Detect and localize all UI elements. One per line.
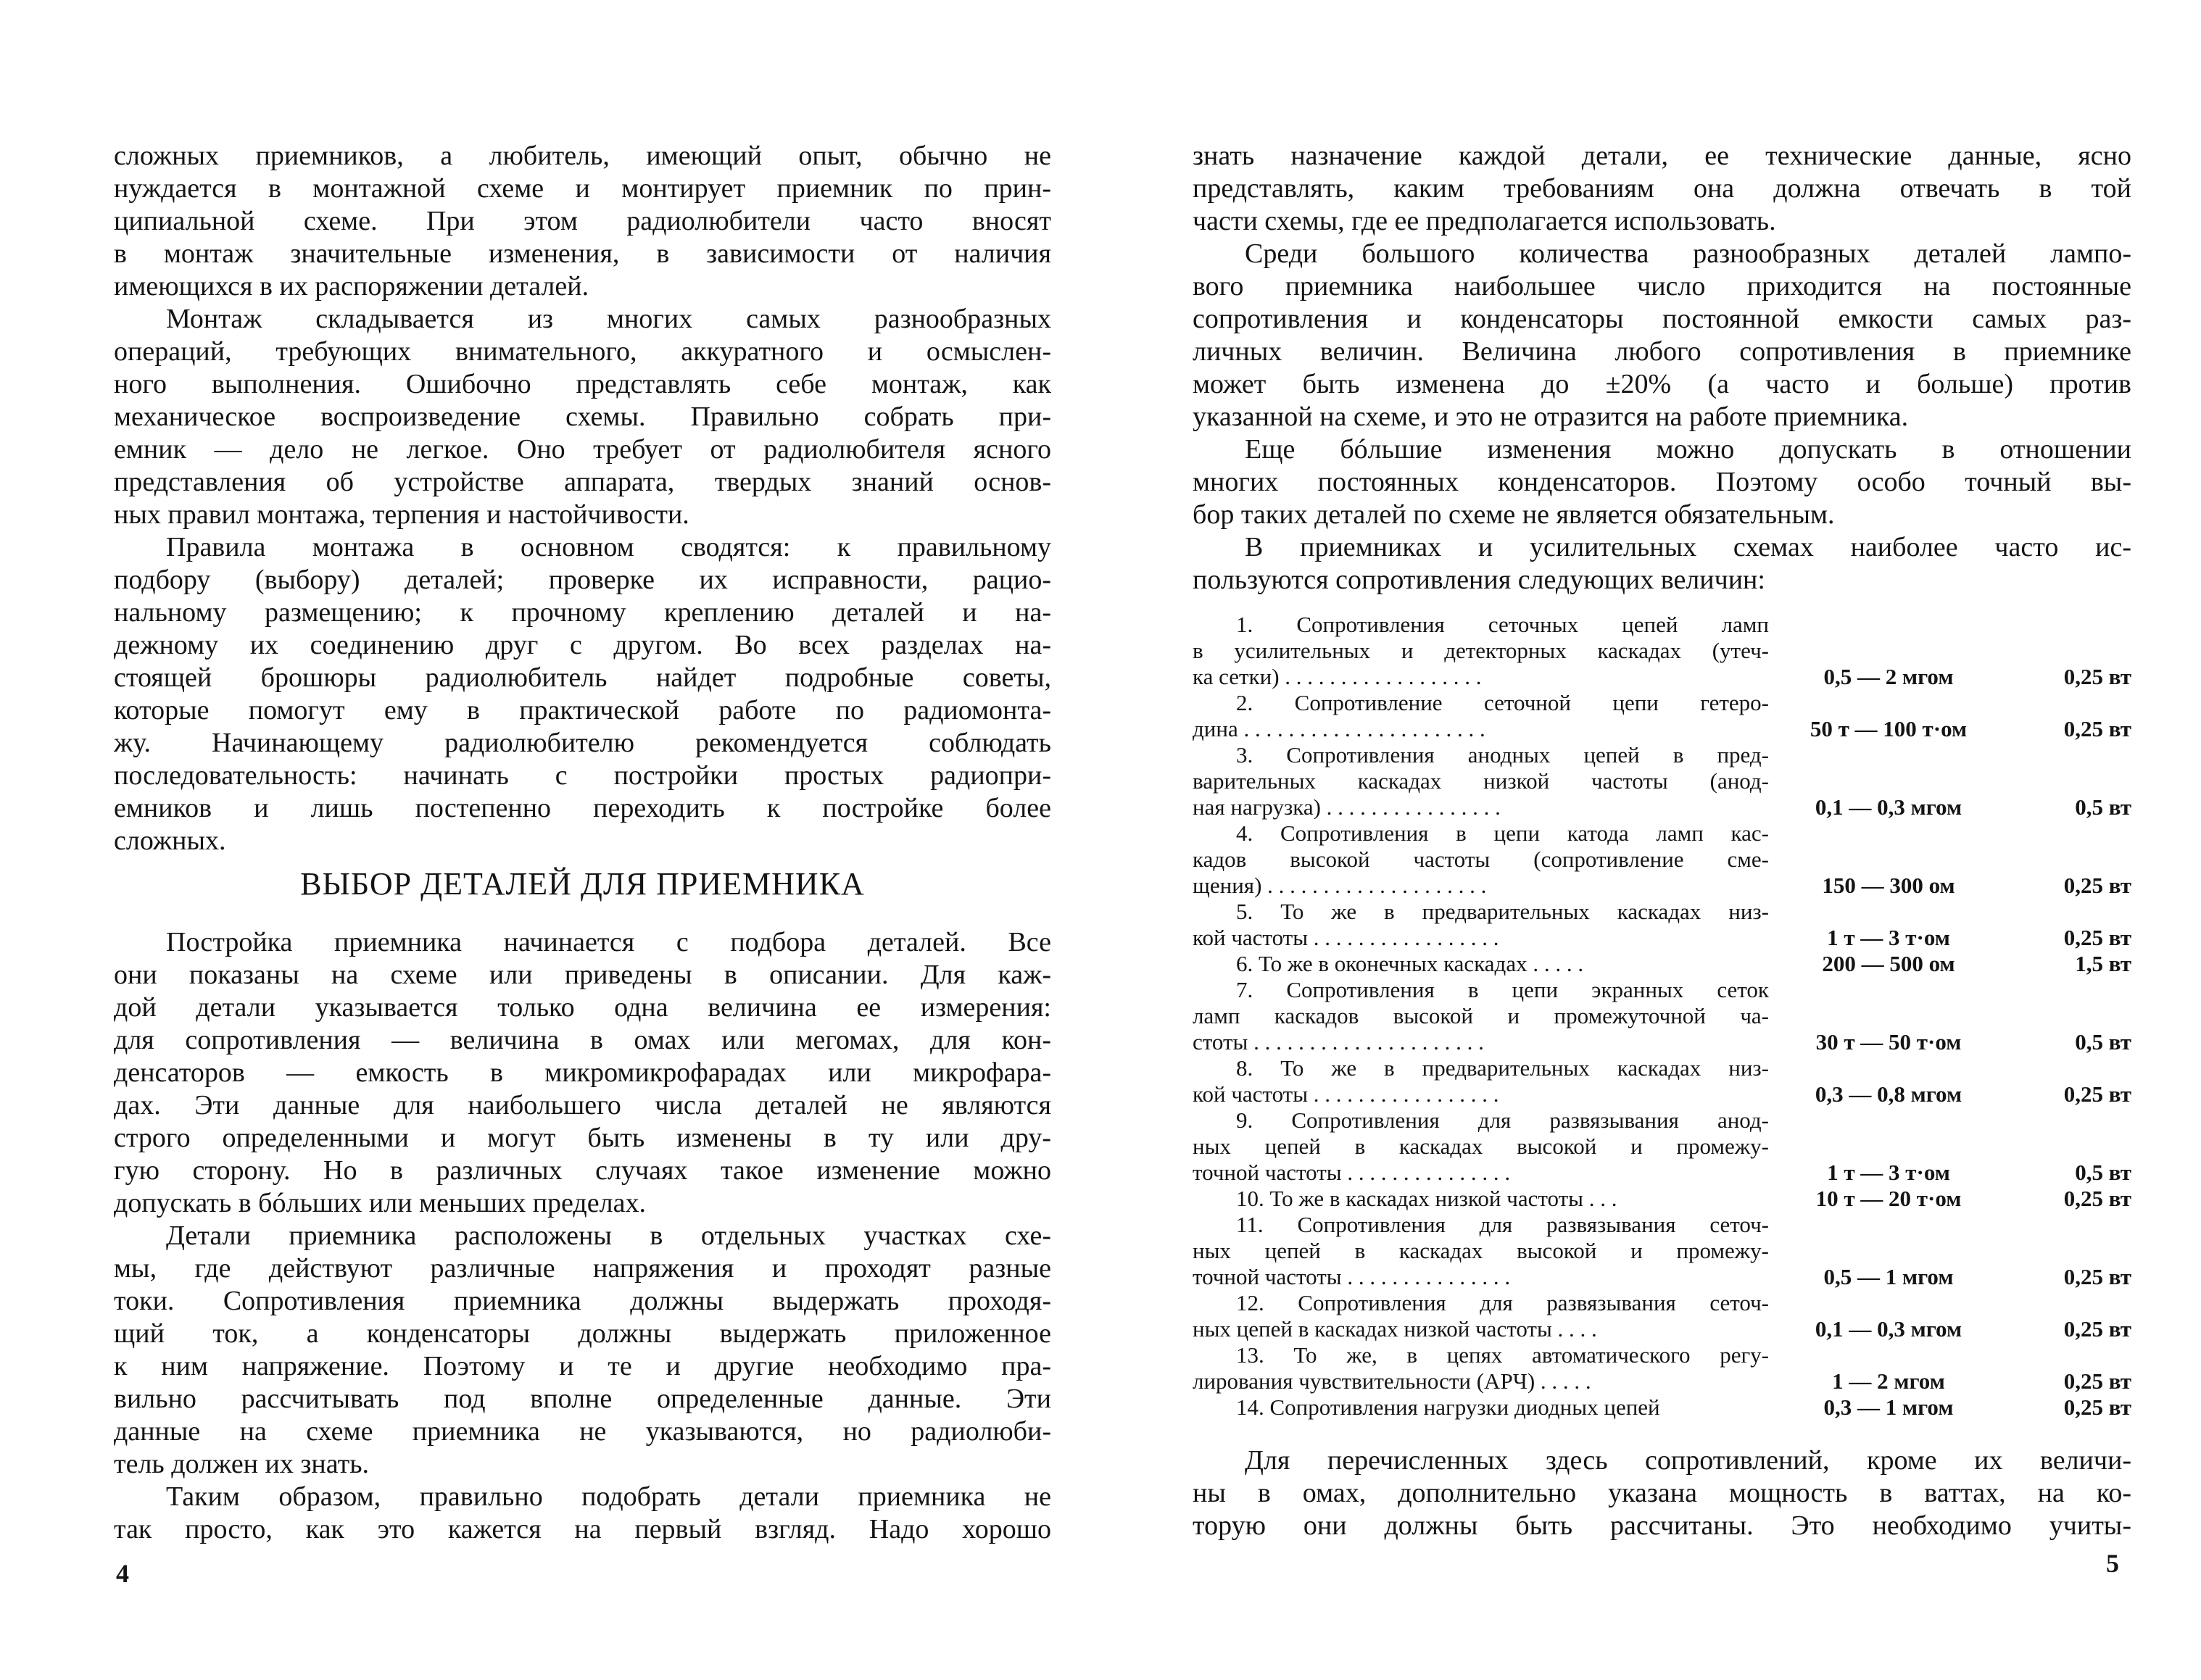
- paragraph: [114, 140, 1051, 303]
- text-line: сопротивления и конденсаторы постоянной емкости самых раз-: [1193, 304, 2131, 334]
- table-description: ных цепей в каскадах высокой и промежу-: [1193, 1238, 1769, 1263]
- power-rating: 0,25 вт: [2063, 664, 2131, 689]
- table-row: [1193, 690, 2131, 742]
- resistance-value: 0,3 — 0,8 мгом: [1815, 1081, 1962, 1107]
- text-line: емник — дело не легкое. Оно требует от радиолюбителя ясного: [114, 434, 1051, 465]
- resistance-value: [1769, 742, 2008, 768]
- resistance-value: 30 т — 50 т·ом: [1815, 1029, 1962, 1055]
- table-description: 9. Сопротивления для развязывания анод-: [1236, 1107, 1769, 1133]
- text-line: которые помогут ему в практической работе по радиомонта-: [114, 695, 1051, 725]
- table-description: 13. То же, в цепях автоматического регу-: [1236, 1342, 1769, 1368]
- table-description: дина . . . . . . . . . . . . . . . . . . . . . .: [1193, 716, 1485, 741]
- text-line: строго определенными и могут быть изменены в ту или дру-: [114, 1123, 1051, 1153]
- text-line: Среди большого количества разнообразных деталей лампо-: [1245, 238, 2131, 269]
- text-line: последовательность: начинать с постройки простых радиопри-: [114, 760, 1051, 791]
- power-rating: [2008, 899, 2131, 925]
- resistance-value: [1769, 638, 2008, 664]
- text-line: может быть изменена до ±20% (а часто и больше) против: [1193, 369, 2131, 399]
- text-line: ципиальной схеме. При этом радиолюбители часто вносят: [114, 206, 1051, 236]
- page-number-left: 4: [116, 1559, 129, 1588]
- paragraph: [1193, 140, 2131, 238]
- text-line: мы, где действуют различные напряжения и проходят разные: [114, 1253, 1051, 1284]
- resistance-value: [1769, 1107, 2008, 1134]
- resistance-value: 0,5 — 2 мгом: [1823, 664, 1954, 689]
- resistance-value: [1769, 1238, 2008, 1264]
- table-description: 1. Сопротивления сеточных цепей ламп: [1236, 612, 1769, 637]
- table-description: 8. То же в предварительных каскадах низ-: [1236, 1055, 1769, 1081]
- text-line: операций, требующих внимательного, аккуратного и осмыслен-: [114, 336, 1051, 367]
- table-description: ка сетки) . . . . . . . . . . . . . . . . . .: [1193, 664, 1482, 689]
- table-row: [1193, 951, 2131, 977]
- resistance-value: 0,3 — 1 мгом: [1823, 1394, 1954, 1420]
- text-line: Правила монтажа в основном сводятся: к правильному: [166, 532, 1051, 562]
- text-line: тель должен их знать.: [114, 1449, 370, 1479]
- power-rating: [2008, 768, 2131, 794]
- table-description: щения) . . . . . . . . . . . . . . . . . . . .: [1193, 873, 1487, 898]
- text-line: торую они должны быть рассчитаны. Это необходимо учиты-: [1193, 1510, 2131, 1541]
- text-line: ного выполнения. Ошибочно представлять себе монтаж, как: [114, 369, 1051, 399]
- resistance-value: [1769, 690, 2008, 716]
- table-description: лирования чувствительности (АРЧ) . . . . .: [1193, 1368, 1591, 1394]
- power-rating: 0,25 вт: [2063, 925, 2131, 950]
- resistance-value: [1769, 1212, 2008, 1238]
- text-line: представления об устройстве аппарата, твердых знаний основ-: [114, 467, 1051, 497]
- text-line: нуждается в монтажной схеме и монтирует приемник по прин-: [114, 173, 1051, 204]
- table-row: [1193, 1394, 2131, 1421]
- table-description: 5. То же в предварительных каскадах низ-: [1236, 899, 1769, 924]
- power-rating: [2008, 1290, 2131, 1316]
- table-description: 2. Сопротивление сеточной цепи гетеро-: [1236, 690, 1769, 715]
- table-row: [1193, 899, 2131, 951]
- text-line: Для перечисленных здесь сопротивлений, кроме их величи-: [1245, 1445, 2131, 1476]
- table-description: ных цепей в каскадах высокой и промежу-: [1193, 1134, 1769, 1159]
- resistance-value: [1769, 612, 2008, 638]
- text-line: В приемниках и усилительных схемах наиболее часто ис-: [1245, 532, 2131, 562]
- table-row: [1193, 1055, 2131, 1107]
- text-line: так просто, как это кажется на первый взгляд. Надо хорошо: [114, 1514, 1051, 1544]
- power-rating: [2008, 742, 2131, 768]
- table-row: [1193, 742, 2131, 820]
- table-description: 6. То же в оконечных каскадах . . . . .: [1236, 951, 1584, 976]
- power-rating: [2008, 847, 2131, 873]
- text-line: знать назначение каждой детали, ее технические данные, ясно: [1193, 141, 2131, 171]
- power-rating: [2008, 638, 2131, 664]
- text-line: для сопротивления — величина в омах или мегомах, для кон-: [114, 1025, 1051, 1055]
- table-row: [1193, 1290, 2131, 1342]
- table-description: 4. Сопротивления в цепи катода ламп кас-: [1236, 820, 1769, 846]
- power-rating: [2008, 1107, 2131, 1134]
- table-row: [1193, 820, 2131, 899]
- table-row: [1193, 1107, 2131, 1186]
- table-description: варительных каскадах низкой частоты (анод-: [1193, 768, 1769, 794]
- resistance-value: 1 т — 3 т·ом: [1827, 1160, 1950, 1185]
- resistance-value: 50 т — 100 т·ом: [1810, 716, 1968, 741]
- left-page-text-bottom: [114, 926, 1051, 1546]
- text-line: дежному их соединению друг с другом. Во всех разделах на-: [114, 630, 1051, 660]
- power-rating: [2008, 690, 2131, 716]
- text-line: токи. Сопротивления приемника должны выдержать проходя-: [114, 1286, 1051, 1316]
- text-line: нальному размещению; к прочному креплению деталей и на-: [114, 597, 1051, 628]
- power-rating: 0,25 вт: [2063, 1081, 2131, 1107]
- paragraph: [114, 1481, 1051, 1546]
- table-description: точной частоты . . . . . . . . . . . . . . .: [1193, 1264, 1511, 1289]
- left-page-text-top: [114, 140, 1051, 857]
- text-line: личных величин. Величина любого сопротивления в приемнике: [1193, 336, 2131, 367]
- resistance-value: [1769, 1134, 2008, 1160]
- text-line: пользуются сопротивления следующих величин:: [1193, 565, 1765, 595]
- resistance-value: 0,1 — 0,3 мгом: [1815, 794, 1962, 820]
- power-rating: 0,25 вт: [2063, 1368, 2131, 1394]
- text-line: имеющихся в их распоряжении деталей.: [114, 271, 589, 302]
- power-rating: 0,25 вт: [2063, 1394, 2131, 1420]
- page-number-right: 5: [2106, 1549, 2119, 1578]
- paragraph: [114, 303, 1051, 531]
- text-line: представлять, каким требованиям она должна отвечать в той: [1193, 173, 2131, 204]
- table-description: ламп каскадов высокой и промежуточной ча-: [1193, 1003, 1769, 1028]
- resistor-values-table: [1193, 612, 2131, 1421]
- table-description: ная нагрузка) . . . . . . . . . . . . . . . .: [1193, 794, 1501, 820]
- text-line: щий ток, а конденсаторы должны выдержать приложенное: [114, 1318, 1051, 1349]
- resistance-value: [1769, 899, 2008, 925]
- power-rating: [2008, 1342, 2131, 1368]
- text-line: сложных.: [114, 826, 226, 856]
- text-line: бор таких деталей по схеме не является обязательным.: [1193, 499, 1835, 530]
- text-line: Постройка приемника начинается с подбора деталей. Все: [166, 927, 1051, 957]
- table-row: [1193, 1186, 2131, 1212]
- text-line: допускать в бóльших или меньших пределах.: [114, 1188, 646, 1218]
- text-line: части схемы, где ее предполагается использовать.: [1193, 206, 1776, 236]
- text-line: дой детали указывается только одна величина ее измерения:: [114, 992, 1051, 1023]
- paragraph: [1193, 238, 2131, 433]
- power-rating: [2008, 1134, 2131, 1160]
- resistance-value: [1769, 977, 2008, 1003]
- paragraph: [114, 926, 1051, 1220]
- text-line: к ним напряжение. Поэтому и те и другие необходимо пра-: [114, 1351, 1051, 1381]
- text-line: вильно рассчитывать под вполне определенные данные. Эти: [114, 1384, 1051, 1414]
- text-line: Таким образом, правильно подобрать детали приемника не: [166, 1481, 1051, 1512]
- right-page-text-bottom: [1193, 1444, 2131, 1542]
- text-line: в монтаж значительные изменения, в зависимости от наличия: [114, 238, 1051, 269]
- power-rating: [2008, 1055, 2131, 1081]
- section-heading: ВЫБОР ДЕТАЛЕЙ ДЛЯ ПРИЕМНИКА: [300, 866, 865, 902]
- paragraph: [114, 531, 1051, 857]
- table-description: кадов высокой частоты (сопротивление сме-: [1193, 847, 1769, 872]
- text-line: жу. Начинающему радиолюбителю рекомендуется соблюдать: [114, 728, 1051, 758]
- resistance-value: 1 т — 3 т·ом: [1827, 925, 1950, 950]
- text-line: Еще бóльшие изменения можно допускать в отношении: [1245, 434, 2131, 465]
- paragraph: [114, 1220, 1051, 1481]
- resistance-value: 0,5 — 1 мгом: [1823, 1264, 1954, 1289]
- power-rating: 0,25 вт: [2063, 716, 2131, 741]
- text-line: ных правил монтажа, терпения и настойчивости.: [114, 499, 689, 530]
- resistance-value: [1769, 820, 2008, 847]
- text-line: механическое воспроизведение схемы. Правильно собрать при-: [114, 402, 1051, 432]
- text-line: емников и лишь постепенно переходить к постройке более: [114, 793, 1051, 823]
- paragraph: [1193, 531, 2131, 596]
- table-description: точной частоты . . . . . . . . . . . . . . .: [1193, 1160, 1511, 1185]
- paragraph: [1193, 433, 2131, 531]
- table-description: кой частоты . . . . . . . . . . . . . . . . .: [1193, 925, 1499, 950]
- text-line: подбору (выбору) деталей; проверке их исправности, рацио-: [114, 565, 1051, 595]
- text-line: Монтаж складывается из многих самых разнообразных: [166, 304, 1051, 334]
- table-description: 14. Сопротивления нагрузки диодных цепей: [1236, 1394, 1660, 1420]
- power-rating: 0,5 вт: [2075, 1029, 2131, 1055]
- resistance-value: [1769, 1055, 2008, 1081]
- table-description: в усилительных и детекторных каскадах (утеч-: [1193, 638, 1769, 663]
- text-line: они показаны на схеме или приведены в описании. Для каж-: [114, 960, 1051, 990]
- table-row: [1193, 1212, 2131, 1290]
- text-line: вого приемника наибольшее число приходится на постоянные: [1193, 271, 2131, 302]
- resistance-value: 0,1 — 0,3 мгом: [1815, 1316, 1962, 1342]
- resistance-value: 200 — 500 ом: [1822, 951, 1955, 976]
- power-rating: [2008, 1238, 2131, 1264]
- power-rating: [2008, 612, 2131, 638]
- table-description: 12. Сопротивления для развязывания сеточ-: [1236, 1290, 1769, 1315]
- text-line: данные на схеме приемника не указываются, но радиолюби-: [114, 1416, 1051, 1447]
- power-rating: [2008, 1003, 2131, 1029]
- resistance-value: [1769, 847, 2008, 873]
- resistance-value: 150 — 300 ом: [1822, 873, 1955, 898]
- right-page-text-top: [1193, 140, 2131, 596]
- table-row: [1193, 1342, 2131, 1394]
- resistance-value: [1769, 1290, 2008, 1316]
- resistance-value: 1 — 2 мгом: [1832, 1368, 1945, 1394]
- power-rating: 0,5 вт: [2075, 794, 2131, 820]
- table-description: 3. Сопротивления анодных цепей в пред-: [1236, 742, 1769, 768]
- text-line: сложных приемников, а любитель, имеющий опыт, обычно не: [114, 141, 1051, 171]
- paragraph: [1193, 1444, 2131, 1542]
- table-description: 11. Сопротивления для развязывания сеточ-: [1236, 1212, 1769, 1237]
- text-line: указанной на схеме, и это не отразится на работе приемника.: [1193, 402, 1909, 432]
- table-row: [1193, 612, 2131, 690]
- table-description: 7. Сопротивления в цепи экранных сеток: [1236, 977, 1769, 1002]
- text-line: Детали приемника расположены в отдельных участках схе-: [166, 1221, 1051, 1251]
- table-row: [1193, 977, 2131, 1055]
- power-rating: [2008, 1212, 2131, 1238]
- power-rating: 0,25 вт: [2063, 1316, 2131, 1342]
- power-rating: 0,25 вт: [2063, 873, 2131, 898]
- power-rating: 0,25 вт: [2063, 1186, 2131, 1211]
- text-line: дах. Эти данные для наибольшего числа деталей не являются: [114, 1090, 1051, 1120]
- power-rating: [2008, 977, 2131, 1003]
- power-rating: 1,5 вт: [2075, 951, 2131, 976]
- resistance-value: 10 т — 20 т·ом: [1815, 1186, 1962, 1211]
- power-rating: 0,25 вт: [2063, 1264, 2131, 1289]
- text-line: многих постоянных конденсаторов. Поэтому особо точный вы-: [1193, 467, 2131, 497]
- resistance-value: [1769, 768, 2008, 794]
- text-line: денсаторов — емкость в микромикрофарадах или микрофара-: [114, 1057, 1051, 1088]
- resistance-value: [1769, 1342, 2008, 1368]
- text-line: ны в омах, дополнительно указана мощность в ваттах, на ко-: [1193, 1478, 2131, 1508]
- table-description: кой частоты . . . . . . . . . . . . . . . . .: [1193, 1081, 1499, 1107]
- power-rating: [2008, 820, 2131, 847]
- table-description: 10. То же в каскадах низкой частоты . . .: [1236, 1186, 1617, 1211]
- text-line: стоящей брошюры радиолюбитель найдет подробные советы,: [114, 662, 1051, 693]
- resistance-value: [1769, 1003, 2008, 1029]
- power-rating: 0,5 вт: [2075, 1160, 2131, 1185]
- table-description: стоты . . . . . . . . . . . . . . . . . . . . .: [1193, 1029, 1484, 1055]
- table-description: ных цепей в каскадах низкой частоты . . . .: [1193, 1316, 1597, 1342]
- text-line: гую сторону. Но в различных случаях такое изменение можно: [114, 1155, 1051, 1186]
